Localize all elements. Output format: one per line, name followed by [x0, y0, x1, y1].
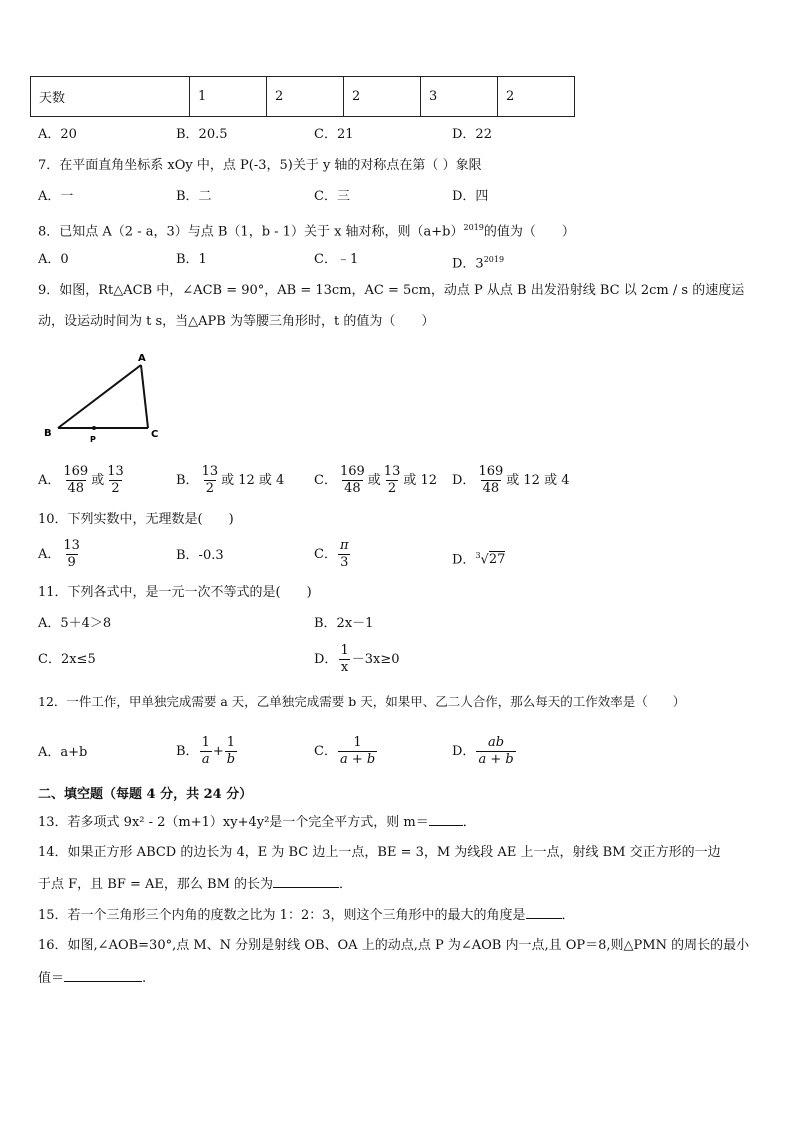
q12-option-c[interactable] [314, 735, 378, 768]
fraction [476, 735, 515, 768]
q8-stem [38, 219, 575, 241]
q7-option-a[interactable]: A．一 [38, 189, 74, 204]
q6-option-b[interactable]: B．20.5 [176, 127, 228, 142]
table-cell: 1 [190, 77, 267, 117]
option-label: A． [38, 473, 61, 488]
q9-option-a[interactable] [38, 464, 127, 497]
q8-option-a[interactable]: A．0 [38, 252, 69, 267]
option-tail: －3x≥0 [351, 652, 400, 667]
vertex-label-b: B [44, 428, 52, 439]
numerator: 13 [201, 464, 219, 479]
denominator: a [201, 752, 210, 767]
option-label: D． [452, 473, 476, 488]
q16-line2 [38, 969, 146, 988]
option-label: C． [314, 473, 337, 488]
q11-option-d[interactable] [314, 643, 400, 676]
denominator: 48 [67, 481, 85, 496]
fraction [200, 735, 212, 768]
q9-option-d[interactable] [452, 464, 569, 497]
triangle-figure [40, 350, 180, 445]
radicand: 27 [488, 552, 506, 568]
q11-option-b[interactable]: B．2x－1 [314, 616, 374, 631]
fraction [338, 643, 350, 676]
q6-option-c[interactable]: C．21 [314, 127, 354, 142]
q13 [38, 813, 476, 832]
table-cell: 2 [267, 77, 344, 117]
q8-stem-text: 8．已知点 A（2 - a，3）与点 B（1，b - 1）关于 x 轴对称，则（a+b） [38, 224, 464, 240]
fraction [338, 464, 367, 497]
q15-tail: ． [561, 908, 575, 923]
q8-option-d[interactable] [452, 251, 504, 273]
denominator: 2 [111, 481, 120, 496]
q15-answer-blank[interactable] [526, 906, 562, 919]
table-cell: 2 [498, 77, 575, 117]
q11-option-c[interactable]: C．2x≤5 [38, 652, 96, 667]
option-tail: 或 12 [403, 473, 438, 488]
q16-line1: 16．如图,∠AOB=30°,点 M、N 分别是射线 OB、OA 上的动点,点 P 为∠AOB 内一点,且 OP＝8,则△PMN 的周长的最小 [38, 938, 750, 953]
table-row [31, 77, 575, 117]
q7-option-d[interactable]: D．四 [452, 189, 489, 204]
numerator: 13 [63, 538, 80, 553]
q16-text: 值＝ [38, 971, 65, 986]
q11-stem: 11．下列各式中，是一元一次不等式的是( ) [38, 585, 312, 600]
numerator: 1 [340, 643, 349, 658]
q14-text: 于点 F，且 BF = AE，那么 BM 的长为 [38, 877, 274, 892]
q8-exponent: 2019 [463, 223, 484, 232]
or-text: 或 [367, 473, 381, 488]
q8-option-b[interactable]: B．1 [176, 252, 207, 267]
denominator: a + b [478, 752, 514, 767]
numerator: 1 [201, 735, 210, 750]
q10-option-b[interactable]: B．-0.3 [176, 548, 224, 563]
denominator: 2 [205, 481, 214, 496]
q7-option-b[interactable]: B．二 [176, 189, 212, 204]
vertex-label-c: C [151, 429, 159, 440]
option-label: C． [314, 744, 337, 759]
q6-option-a[interactable]: A．20 [38, 127, 77, 142]
q13-answer-blank[interactable] [429, 813, 463, 826]
numerator: 13 [107, 464, 124, 479]
fraction [338, 735, 377, 768]
option-label: C． [314, 547, 337, 562]
q13-text: 13．若多项式 9x² - 2（m+1）xy+4y²是一个完全平方式，则 m＝ [38, 815, 429, 830]
q9-option-b[interactable] [176, 464, 284, 497]
or-text: 或 [91, 473, 105, 488]
denominator: 48 [482, 481, 500, 496]
q12-option-a[interactable]: A．a+b [38, 745, 88, 760]
numerator: ab [488, 735, 505, 750]
root-index: 3 [475, 551, 481, 560]
q16-answer-blank[interactable] [64, 969, 142, 982]
option-label: D． [452, 552, 476, 568]
fraction [225, 735, 237, 768]
fraction [105, 464, 126, 497]
plus-sign: + [212, 744, 224, 759]
numerator: 169 [478, 464, 504, 479]
option-tail: 或 12 或 4 [221, 473, 285, 488]
q10-option-d[interactable] [452, 547, 505, 569]
denominator: 48 [344, 481, 361, 496]
q8-option-d-exponent: 2019 [483, 255, 505, 264]
q8-option-c[interactable]: C．﹣1 [314, 252, 359, 267]
q7-stem: 7．在平面直角坐标系 xOy 中，点 P(-3，5)关于 y 轴的对称点在第（ ）象限 [38, 158, 482, 173]
q12-option-d[interactable] [452, 735, 517, 768]
numerator: π [339, 538, 349, 553]
q14-line2 [38, 875, 352, 894]
q14-answer-blank[interactable] [273, 875, 339, 888]
q12-stem: 12．一件工作，甲单独完成需要 a 天，乙单独完成需要 b 天，如果甲、乙二人合作，那么每天的工作效率是（ ） [38, 694, 686, 709]
q10-stem: 10．下列实数中，无理数是( ) [38, 512, 234, 527]
point-label-p: P [90, 435, 96, 444]
fraction [200, 464, 221, 497]
q10-option-c[interactable] [314, 538, 352, 571]
fraction [61, 538, 82, 571]
option-label: B． [176, 473, 199, 488]
q15 [38, 906, 575, 925]
denominator: 3 [340, 555, 349, 570]
q7-option-c[interactable]: C．三 [314, 189, 350, 204]
q8-stem-tail: 的值为（ ） [483, 224, 575, 240]
q6-option-d[interactable]: D．22 [452, 127, 492, 142]
option-tail: 或 12 或 4 [506, 473, 570, 488]
fraction [338, 538, 351, 571]
q9-stem-line2: 动，设运动时间为 t s，当△APB 为等腰三角形时，t 的值为（ ） [38, 314, 435, 329]
q13-tail: ． [462, 815, 476, 830]
vertex-label-a: A [138, 353, 146, 364]
option-label: A． [38, 547, 61, 562]
numerator: 13 [383, 464, 401, 479]
q12-option-b[interactable] [176, 735, 238, 768]
option-label: D． [452, 744, 476, 759]
numerator: 169 [339, 464, 365, 479]
numerator: 1 [226, 735, 236, 750]
numerator: 169 [63, 464, 89, 479]
radical-sign: √ [480, 552, 489, 568]
table-cell: 3 [421, 77, 498, 117]
q15-text: 15．若一个三角形三个内角的度数之比为 1：2：3，则这个三角形中的最大的角度是 [38, 908, 526, 923]
fraction [382, 464, 403, 497]
fraction [61, 464, 90, 497]
option-label: B． [176, 744, 199, 759]
q11-option-a[interactable]: A．5＋4＞8 [38, 616, 112, 631]
option-label: D． [314, 652, 338, 667]
q8-option-d-text: D．3 [452, 256, 484, 272]
numerator: 1 [353, 735, 362, 750]
days-table [30, 76, 575, 117]
q14-tail: ． [339, 877, 353, 892]
fraction [476, 464, 505, 497]
q16-tail: . [142, 971, 147, 986]
denominator: a + b [339, 752, 376, 767]
q9-stem-line1: 9．如图，Rt△ACB 中，∠ACB = 90°，AB = 13cm，AC = 5cm，动点 P 从点 B 出发沿射线 BC 以 2cm / s 的速度运 [38, 283, 745, 298]
table-cell: 2 [344, 77, 421, 117]
section-heading: 二、填空题（每题 4 分，共 24 分） [38, 787, 253, 802]
denominator: x [340, 660, 349, 675]
denominator: 2 [387, 481, 397, 496]
q9-option-c[interactable] [314, 464, 437, 497]
q14-line1: 14．如果正方形 ABCD 的边长为 4，E 为 BC 边上一点，BE = 3，M 为线段 AE 上一点，射线 BM 交正方形的一边 [38, 845, 721, 860]
q10-option-a[interactable] [38, 538, 83, 571]
denominator: b [226, 752, 236, 767]
table-cell: 天数 [31, 77, 190, 117]
denominator: 9 [67, 555, 76, 570]
